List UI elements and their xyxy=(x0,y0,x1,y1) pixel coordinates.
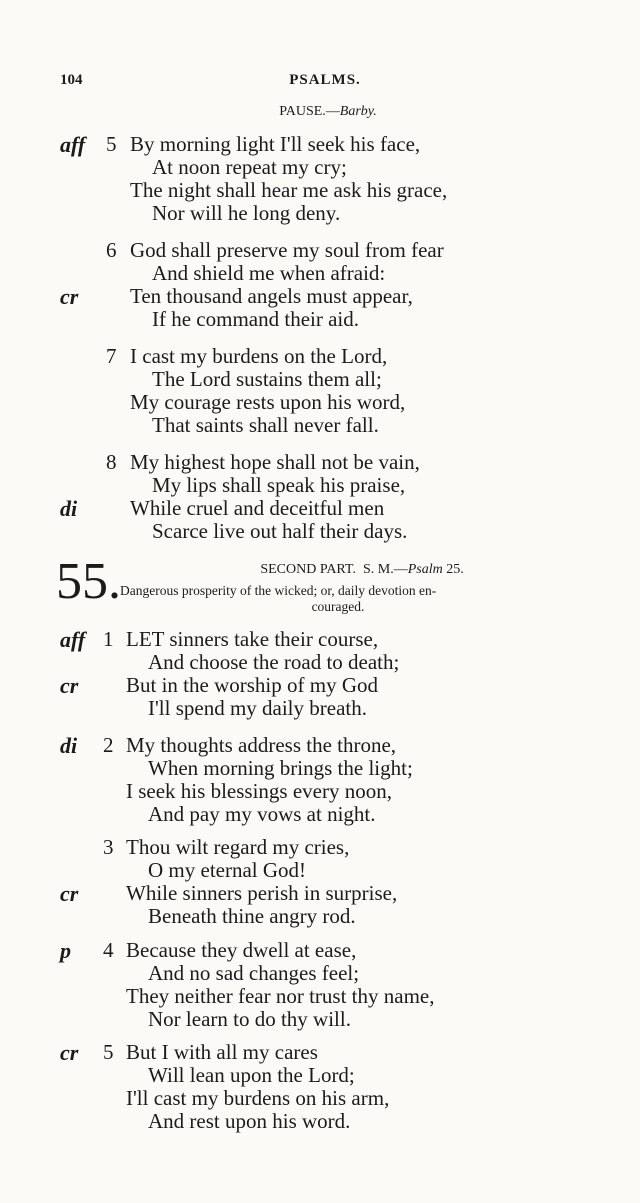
verse-line: At noon repeat my cry; xyxy=(152,155,347,179)
verse-line: Thou wilt regard my cries, xyxy=(126,835,350,859)
verse-number: 8 xyxy=(106,450,117,474)
dynamic-mark: p xyxy=(60,938,71,963)
verse-line: They neither fear nor trust thy name, xyxy=(126,984,435,1008)
tune-line: PAUSE.—Barby. xyxy=(279,104,377,119)
running-title: PSALMS. xyxy=(289,72,361,88)
verse-line: The Lord sustains them all; xyxy=(152,367,382,391)
verse-line: But in the worship of my God xyxy=(126,673,378,697)
verse-line: I seek his blessings every noon, xyxy=(126,779,392,803)
verse-line: And rest upon his word. xyxy=(148,1109,351,1133)
verse-line: I'll cast my burdens on his arm, xyxy=(126,1086,390,1110)
page-number: 104 xyxy=(60,72,83,88)
verse-line: Beneath thine angry rod. xyxy=(148,904,356,928)
subject-line: Dangerous prosperity of the wicked; or, daily devotion en- xyxy=(120,583,437,598)
source-label: Psalm xyxy=(407,562,443,577)
verse-line: My highest hope shall not be vain, xyxy=(130,450,420,474)
tune-label: PAUSE. xyxy=(279,104,326,119)
verse-number: 1 xyxy=(103,627,114,651)
dynamic-mark: aff xyxy=(60,627,86,652)
dynamic-mark: di xyxy=(60,496,78,521)
dynamic-mark: cr xyxy=(60,673,79,698)
verse-line: And pay my vows at night. xyxy=(148,802,376,826)
verse-line: And choose the road to death; xyxy=(148,650,400,674)
dynamic-mark: di xyxy=(60,733,78,758)
verse-line: And no sad changes feel; xyxy=(148,961,360,985)
verse-line: I'll spend my daily breath. xyxy=(148,696,367,720)
verse-line: My thoughts address the throne, xyxy=(126,733,397,757)
verse-number: 6 xyxy=(106,238,117,262)
verse-number: 7 xyxy=(106,344,117,368)
verse-number: 2 xyxy=(103,733,114,757)
verse-line: My lips shall speak his praise, xyxy=(152,473,406,497)
verse-line: God shall preserve my soul from fear xyxy=(130,238,444,262)
meter-label: S. M. xyxy=(362,562,394,577)
verse-line: While sinners perish in surprise, xyxy=(126,881,398,905)
verse-line: By morning light I'll seek his face, xyxy=(130,132,421,156)
verse-line: LET sinners take their course, xyxy=(126,627,379,651)
verse-number: 5 xyxy=(106,132,117,156)
verse-number: 5 xyxy=(103,1040,114,1064)
verse-line: Because they dwell at ease, xyxy=(126,938,357,962)
hymn-number: 55. xyxy=(56,553,121,610)
verse-line: My courage rests upon his word, xyxy=(130,390,406,414)
verse-number: 4 xyxy=(103,938,114,962)
verse-line: Scarce live out half their days. xyxy=(152,519,408,543)
dynamic-mark: cr xyxy=(60,1040,79,1065)
source-number: 25. xyxy=(446,562,464,577)
verse-line: Ten thousand angels must appear, xyxy=(130,284,413,308)
dynamic-mark: cr xyxy=(60,284,79,309)
tune-composer: Barby. xyxy=(339,104,377,119)
verse-line: Nor learn to do thy will. xyxy=(148,1007,351,1031)
dynamic-mark: cr xyxy=(60,881,79,906)
verse-line: I cast my burdens on the Lord, xyxy=(130,344,388,368)
verse-line: Will lean upon the Lord; xyxy=(148,1063,355,1087)
verse-line: If he command their aid. xyxy=(152,307,360,331)
verse-line: While cruel and deceitful men xyxy=(130,496,385,520)
verse-line: Nor will he long deny. xyxy=(152,201,341,225)
verse-line: But I with all my cares xyxy=(126,1040,318,1064)
subject-line: couraged. xyxy=(311,599,365,614)
part-heading: SECOND PART. S. M.—Psalm 25. xyxy=(260,562,464,577)
verse-line: When morning brings the light; xyxy=(148,756,413,780)
dynamic-mark: aff xyxy=(60,132,86,157)
verse-line: The night shall hear me ask his grace, xyxy=(130,178,448,202)
verse-line: O my eternal God! xyxy=(148,858,307,882)
part-label: SECOND PART. xyxy=(260,562,356,577)
verse-line: And shield me when afraid: xyxy=(152,261,386,285)
verse-line: That saints shall never fall. xyxy=(152,413,379,437)
verse-number: 3 xyxy=(103,835,114,859)
